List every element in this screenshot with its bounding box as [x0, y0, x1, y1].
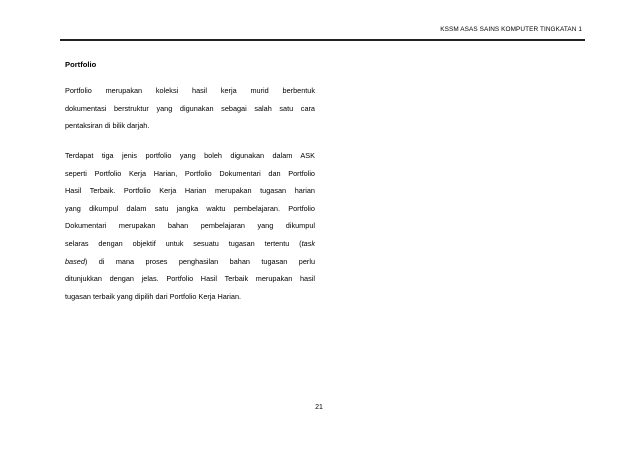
paragraph-line: Hasil Terbaik. Portfolio Kerja Harian merupakan tugasan harian [65, 186, 315, 196]
paragraph-text: ) di mana proses penghasilan bahan tugasan perlu [84, 256, 315, 266]
italic-term: based [65, 256, 85, 266]
paragraph-line [65, 235, 315, 253]
section-title: Portfolio [65, 60, 97, 69]
paragraph-definition [65, 82, 315, 135]
paragraph-line: seperti Portfolio Kerja Harian, Portfolio Dokumentari dan Portfolio [65, 168, 315, 178]
paragraph-line: tugasan terbaik yang dipilih dari Portfolio Kerja Harian. [65, 291, 242, 301]
paragraph-line [65, 253, 315, 271]
italic-term: task [301, 238, 315, 248]
header-divider [60, 39, 585, 41]
paragraph-line: dokumentasi berstruktur yang digunakan sebagai salah satu cara [65, 103, 315, 113]
page-number: 21 [315, 404, 323, 411]
running-header-text: KSSM ASAS SAINS KOMPUTER TINGKATAN 1 [440, 26, 582, 33]
paragraph-types [65, 147, 315, 305]
paragraph-line: Terdapat tiga jenis portfolio yang boleh digunakan dalam ASK [65, 151, 315, 160]
paragraph-line: yang dikumpul dalam satu jangka waktu pembelajaran. Portfolio [65, 203, 315, 213]
paragraph-line: ditunjukkan dengan jelas. Portfolio Hasil Terbaik merupakan hasil [65, 274, 315, 284]
paragraph-line: Dokumentari merupakan bahan pembelajaran yang dikumpul [65, 221, 315, 231]
paragraph-text: selaras dengan objektif untuk sesuatu tugasan tertentu ( [65, 238, 302, 248]
paragraph-line: pentaksiran di bilik darjah. [65, 121, 150, 131]
paragraph-line: Portfolio merupakan koleksi hasil kerja murid berbentuk [65, 86, 315, 95]
